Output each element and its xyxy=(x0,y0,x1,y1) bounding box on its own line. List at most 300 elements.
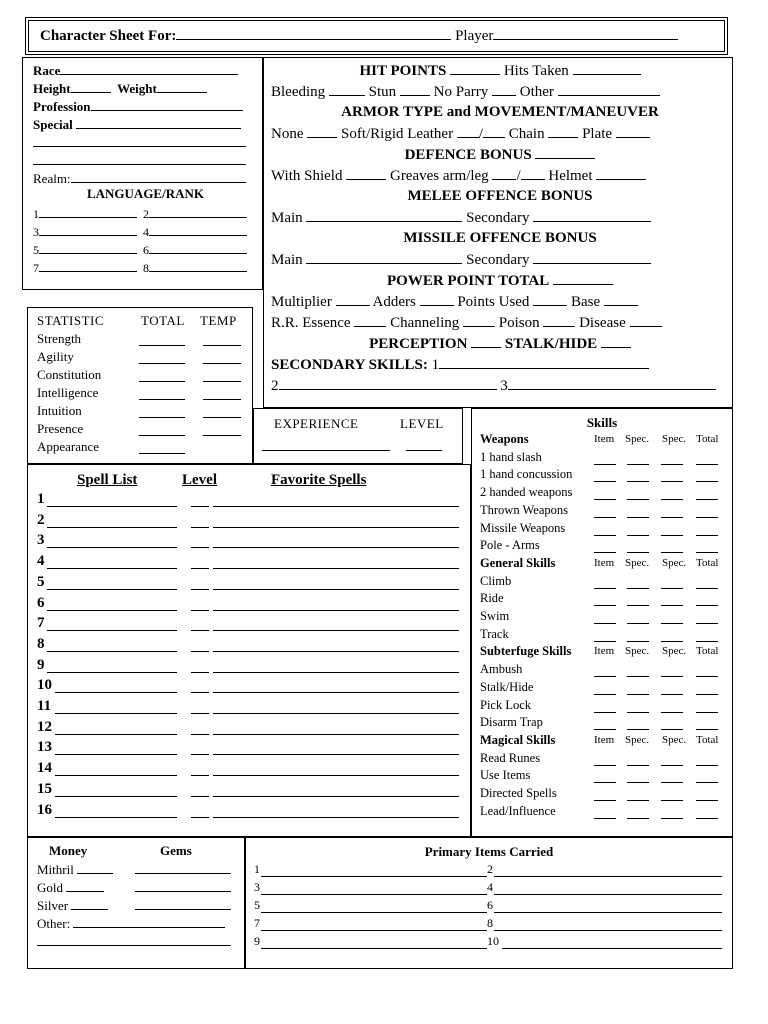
favorite-spell-field[interactable] xyxy=(213,494,459,507)
skill-value-field[interactable] xyxy=(661,541,683,553)
spell-level-field[interactable] xyxy=(191,577,209,590)
greaves-arm-field[interactable] xyxy=(492,167,516,180)
skill-group-title: Weapons xyxy=(480,432,529,446)
skill-value-field[interactable] xyxy=(661,701,683,713)
level-field[interactable] xyxy=(406,438,442,451)
stat-temp-field[interactable] xyxy=(203,369,241,382)
spell-number: 6 xyxy=(37,594,45,611)
gold-field[interactable] xyxy=(66,879,104,892)
skill-value-field[interactable] xyxy=(594,701,616,713)
spell-list-field[interactable] xyxy=(47,618,177,631)
skill-value-field[interactable] xyxy=(594,807,616,819)
item-field[interactable] xyxy=(502,936,722,949)
stat-total-field[interactable] xyxy=(139,369,185,382)
mithril-field[interactable] xyxy=(77,861,113,874)
player-label: Player xyxy=(455,28,494,44)
power-title: POWER POINT TOTAL xyxy=(386,273,550,289)
skill-name: Climb xyxy=(480,573,512,588)
skill-column-header: Total xyxy=(696,556,719,569)
no-parry-label: No Parry xyxy=(433,84,489,100)
favorite-spell-field[interactable] xyxy=(213,639,459,652)
spell-number: 3 xyxy=(37,532,45,549)
other-money-field[interactable] xyxy=(73,915,225,928)
skill-name: Ambush xyxy=(480,662,523,677)
lang-num: 6 xyxy=(143,243,149,257)
soft-field[interactable] xyxy=(457,125,479,138)
skill-column-header: Spec. xyxy=(662,733,687,746)
spell-list-field[interactable] xyxy=(55,722,177,735)
channeling-field[interactable] xyxy=(463,314,495,327)
spell-number: 7 xyxy=(37,615,45,632)
skill-column-header: Spec. xyxy=(625,733,650,746)
stat-temp-field[interactable] xyxy=(203,405,241,418)
skill-value-field[interactable] xyxy=(594,577,616,589)
player-name-field[interactable] xyxy=(493,27,678,40)
spell-level-field[interactable] xyxy=(191,515,209,528)
spell-level-field[interactable] xyxy=(191,763,209,776)
hit-points-field[interactable] xyxy=(450,62,500,75)
skill-value-field[interactable] xyxy=(627,701,649,713)
skill-value-field[interactable] xyxy=(594,453,616,465)
points-used-label: Points Used xyxy=(457,294,530,310)
favorite-spell-field[interactable] xyxy=(213,722,459,735)
special-field[interactable] xyxy=(76,116,241,129)
skill-name: Disarm Trap xyxy=(480,715,543,730)
item-number: 9 xyxy=(254,934,260,948)
stat-name: Presence xyxy=(37,421,84,436)
special-field-2[interactable] xyxy=(33,134,246,147)
helmet-field[interactable] xyxy=(596,167,646,180)
spell-level-field[interactable] xyxy=(191,556,209,569)
item-field[interactable] xyxy=(261,864,487,877)
stat-temp-field[interactable] xyxy=(203,423,241,436)
favorite-spell-field[interactable] xyxy=(213,556,459,569)
realm-field[interactable] xyxy=(71,170,246,183)
spell-level-field[interactable] xyxy=(191,805,209,818)
melee-main-field[interactable] xyxy=(306,209,462,222)
skill-value-field[interactable] xyxy=(627,524,649,536)
total-header: TOTAL xyxy=(141,313,185,328)
skill-value-field[interactable] xyxy=(627,541,649,553)
skill-value-field[interactable] xyxy=(661,612,683,624)
spell-list xyxy=(37,491,467,827)
character-label: Character Sheet For: xyxy=(40,28,177,44)
defence-title: DEFENCE BONUS xyxy=(404,147,532,163)
special-label: Special xyxy=(33,117,73,132)
spell-list-field[interactable] xyxy=(47,515,177,528)
language-field[interactable] xyxy=(149,259,247,272)
spell-level-field[interactable] xyxy=(191,535,209,548)
skill-value-field[interactable] xyxy=(696,683,718,695)
spell-level-field[interactable] xyxy=(191,784,209,797)
stun-field[interactable] xyxy=(400,83,430,96)
secondary-skill-field-1[interactable] xyxy=(439,356,649,369)
spell-number: 11 xyxy=(37,698,52,714)
skill-value-field[interactable] xyxy=(661,524,683,536)
item-field[interactable] xyxy=(261,918,487,931)
plate-field[interactable] xyxy=(616,125,650,138)
skill-name: Read Runes xyxy=(480,750,541,765)
skill-value-field[interactable] xyxy=(661,577,683,589)
item-field[interactable] xyxy=(494,864,722,877)
spell-list-field[interactable] xyxy=(55,742,177,755)
skill-value-field[interactable] xyxy=(627,771,649,783)
skills-title: Skills xyxy=(586,415,618,430)
skill-value-field[interactable] xyxy=(627,470,649,482)
special-field-3[interactable] xyxy=(33,152,246,165)
skill-value-field[interactable] xyxy=(594,771,616,783)
skill-value-field[interactable] xyxy=(661,630,683,642)
power-field[interactable] xyxy=(553,272,613,285)
spell-list-field[interactable] xyxy=(47,598,177,611)
spell-list-field[interactable] xyxy=(47,494,177,507)
skill-value-field[interactable] xyxy=(594,789,616,801)
stat-temp-field[interactable] xyxy=(203,333,241,346)
skill-value-field[interactable] xyxy=(696,541,718,553)
skill-value-field[interactable] xyxy=(661,789,683,801)
melee-title: MELEE OFFENCE BONUS xyxy=(407,188,593,204)
skill-value-field[interactable] xyxy=(627,594,649,606)
skill-value-field[interactable] xyxy=(696,665,718,677)
stat-name: Appearance xyxy=(37,439,100,454)
language-field[interactable] xyxy=(149,205,247,218)
stat-total-field[interactable] xyxy=(139,351,185,364)
favorite-spell-field[interactable] xyxy=(213,763,459,776)
skill-name: Track xyxy=(480,626,509,641)
spell-number: 2 xyxy=(37,511,45,528)
greaves-label: Greaves arm/leg xyxy=(389,168,489,184)
skill-value-field[interactable] xyxy=(696,701,718,713)
spell-level-field[interactable] xyxy=(191,680,209,693)
stat-total-field[interactable] xyxy=(139,441,185,454)
none-label: None xyxy=(271,126,304,142)
base-field[interactable] xyxy=(604,293,638,306)
item-number: 4 xyxy=(487,880,493,894)
chain-label: Chain xyxy=(508,126,545,142)
missile-title: MISSILE OFFENCE BONUS xyxy=(403,230,597,246)
item-field[interactable] xyxy=(261,936,487,949)
spell-list-field[interactable] xyxy=(55,763,177,776)
spell-list-header: Spell List xyxy=(77,472,138,488)
missile-main-field[interactable] xyxy=(306,251,462,264)
lang-num: 8 xyxy=(143,261,149,275)
shield-field[interactable] xyxy=(346,167,386,180)
character-name-field[interactable] xyxy=(176,27,451,40)
spell-level-field[interactable] xyxy=(191,639,209,652)
profession-label: Profession xyxy=(33,99,91,114)
greaves-leg-field[interactable] xyxy=(521,167,545,180)
secondary-label: Secondary xyxy=(466,210,530,226)
skill-name: 1 hand slash xyxy=(480,449,542,464)
race-field[interactable] xyxy=(60,62,238,75)
item-number: 2 xyxy=(487,862,493,876)
item-field[interactable] xyxy=(261,882,487,895)
temp-header: TEMP xyxy=(200,313,237,328)
multiplier-field[interactable] xyxy=(336,293,370,306)
lang-num: 2 xyxy=(143,207,149,221)
level-label: LEVEL xyxy=(400,416,444,431)
skill-column-header: Item xyxy=(594,645,615,658)
skill-column-header: Spec. xyxy=(625,645,650,658)
skill-column-header: Item xyxy=(594,733,615,746)
item-field[interactable] xyxy=(261,900,487,913)
spell-list-field[interactable] xyxy=(47,535,177,548)
skill-value-field[interactable] xyxy=(661,683,683,695)
rr-essence-label: R.R. Essence xyxy=(271,315,351,331)
spell-level-field[interactable] xyxy=(191,494,209,507)
spell-list-field[interactable] xyxy=(55,805,177,818)
perception-field[interactable] xyxy=(471,335,501,348)
height-label: Height xyxy=(33,81,71,96)
skill-value-field[interactable] xyxy=(594,506,616,518)
item-field[interactable] xyxy=(494,900,722,913)
weight-field[interactable] xyxy=(157,80,207,93)
secondary-skills-label: SECONDARY SKILLS: xyxy=(271,357,428,373)
gem-field[interactable] xyxy=(135,897,231,910)
skill-value-field[interactable] xyxy=(696,488,718,500)
hit-points-label: HIT POINTS xyxy=(359,63,447,79)
money-fields xyxy=(37,843,242,963)
skill-value-field[interactable] xyxy=(627,718,649,730)
experience-field[interactable] xyxy=(262,438,390,451)
item-field[interactable] xyxy=(494,882,722,895)
multiplier-label: Multiplier xyxy=(271,294,332,310)
none-field[interactable] xyxy=(307,125,337,138)
spell-list-field[interactable] xyxy=(47,639,177,652)
skill-value-field[interactable] xyxy=(627,683,649,695)
skill-value-field[interactable] xyxy=(594,718,616,730)
skill-value-field[interactable] xyxy=(594,524,616,536)
items-list xyxy=(254,862,726,962)
skill-value-field[interactable] xyxy=(627,577,649,589)
secondary-skill-field-3[interactable] xyxy=(508,377,716,390)
items-title: Primary Items Carried xyxy=(424,844,554,859)
skill-column-header: Total xyxy=(696,645,719,658)
skill-value-field[interactable] xyxy=(661,594,683,606)
skill-value-field[interactable] xyxy=(661,754,683,766)
spell-level-field[interactable] xyxy=(191,742,209,755)
item-field[interactable] xyxy=(494,918,722,931)
defence-field[interactable] xyxy=(535,146,595,159)
spell-level-field[interactable] xyxy=(191,660,209,673)
skill-value-field[interactable] xyxy=(627,665,649,677)
spell-level-field[interactable] xyxy=(191,701,209,714)
skill-value-field[interactable] xyxy=(627,807,649,819)
poison-field[interactable] xyxy=(543,314,575,327)
essence-field[interactable] xyxy=(354,314,386,327)
skill-value-field[interactable] xyxy=(696,771,718,783)
skill-name: Pole - Arms xyxy=(480,538,540,553)
skill-name: Directed Spells xyxy=(480,786,557,800)
chain-field[interactable] xyxy=(548,125,578,138)
language-field[interactable] xyxy=(149,223,247,236)
skill-value-field[interactable] xyxy=(661,807,683,819)
spell-list-field[interactable] xyxy=(55,701,177,714)
skill-value-field[interactable] xyxy=(627,453,649,465)
favorite-spell-field[interactable] xyxy=(213,660,459,673)
spell-number: 13 xyxy=(37,739,52,756)
spell-number: 15 xyxy=(37,780,52,797)
stat-temp-field[interactable] xyxy=(203,351,241,364)
skill-value-field[interactable] xyxy=(661,470,683,482)
stat-total-field[interactable] xyxy=(139,387,185,400)
skill-name: Swim xyxy=(480,609,510,623)
skill-value-field[interactable] xyxy=(594,488,616,500)
skill-value-field[interactable] xyxy=(627,506,649,518)
favorite-spell-field[interactable] xyxy=(213,515,459,528)
skill-value-field[interactable] xyxy=(594,630,616,642)
skill-value-field[interactable] xyxy=(627,612,649,624)
spell-level-field[interactable] xyxy=(191,618,209,631)
secondary-skill-num: 3 xyxy=(500,378,508,394)
spell-list-field[interactable] xyxy=(47,577,177,590)
skill-value-field[interactable] xyxy=(627,754,649,766)
skill-value-field[interactable] xyxy=(627,488,649,500)
other-money-field-2[interactable] xyxy=(37,933,231,946)
race-label: Race xyxy=(33,63,61,78)
secondary-skill-field-2[interactable] xyxy=(279,377,497,390)
skill-value-field[interactable] xyxy=(594,594,616,606)
height-field[interactable] xyxy=(71,80,111,93)
spell-list-field[interactable] xyxy=(47,660,177,673)
skill-value-field[interactable] xyxy=(696,718,718,730)
adders-field[interactable] xyxy=(420,293,454,306)
stat-name: Intuition xyxy=(37,403,82,418)
missile-secondary-field[interactable] xyxy=(533,251,651,264)
skill-value-field[interactable] xyxy=(696,594,718,606)
skill-value-field[interactable] xyxy=(594,683,616,695)
skill-value-field[interactable] xyxy=(696,524,718,536)
stalk-hide-field[interactable] xyxy=(601,335,631,348)
skill-value-field[interactable] xyxy=(594,665,616,677)
language-field[interactable] xyxy=(39,241,137,254)
favorite-spell-field[interactable] xyxy=(213,577,459,590)
stalk-hide-label: STALK/HIDE xyxy=(504,336,598,352)
item-number: 3 xyxy=(254,880,260,894)
language-field[interactable] xyxy=(39,205,137,218)
skill-value-field[interactable] xyxy=(696,577,718,589)
spell-level-field[interactable] xyxy=(191,598,209,611)
favorite-spell-field[interactable] xyxy=(213,742,459,755)
stat-name: Agility xyxy=(37,349,74,364)
stat-name: Intelligence xyxy=(37,385,99,400)
profession-field[interactable] xyxy=(91,98,243,111)
skill-value-field[interactable] xyxy=(696,789,718,801)
skill-value-field[interactable] xyxy=(696,807,718,819)
skill-value-field[interactable] xyxy=(696,612,718,624)
skill-name: Ride xyxy=(480,591,504,606)
favorite-spell-field[interactable] xyxy=(213,618,459,631)
secondary-skill-num: 1 xyxy=(431,357,440,373)
stat-total-field[interactable] xyxy=(139,333,185,346)
skill-column-header: Item xyxy=(594,433,615,445)
favorite-spells-header: Favorite Spells xyxy=(271,472,367,488)
hits-taken-label: Hits Taken xyxy=(503,63,569,79)
skill-column-header: Total xyxy=(696,433,719,445)
item-number: 6 xyxy=(487,898,493,912)
skill-value-field[interactable] xyxy=(661,488,683,500)
stat-total-field[interactable] xyxy=(139,405,185,418)
favorite-spell-field[interactable] xyxy=(213,680,459,693)
gem-field[interactable] xyxy=(135,879,231,892)
disease-field[interactable] xyxy=(630,314,662,327)
stat-name: Strength xyxy=(37,331,82,346)
armor-title: ARMOR TYPE and MOVEMENT/MANEUVER xyxy=(341,104,659,120)
silver-label: Silver xyxy=(37,898,69,913)
silver-field[interactable] xyxy=(71,897,108,910)
bleeding-label: Bleeding xyxy=(271,84,326,100)
melee-secondary-field[interactable] xyxy=(533,209,651,222)
skill-value-field[interactable] xyxy=(627,789,649,801)
skill-value-field[interactable] xyxy=(696,506,718,518)
skill-column-header: Spec. xyxy=(662,645,687,658)
skill-value-field[interactable] xyxy=(696,754,718,766)
skill-value-field[interactable] xyxy=(661,453,683,465)
stat-total-field[interactable] xyxy=(139,423,185,436)
favorite-spell-field[interactable] xyxy=(213,535,459,548)
spell-list-field[interactable] xyxy=(55,784,177,797)
skill-column-header: Total xyxy=(696,733,719,746)
stat-temp-field[interactable] xyxy=(203,387,241,400)
skill-value-field[interactable] xyxy=(594,470,616,482)
favorite-spell-field[interactable] xyxy=(213,701,459,714)
skill-value-field[interactable] xyxy=(661,718,683,730)
rigid-field[interactable] xyxy=(483,125,505,138)
hits-taken-field[interactable] xyxy=(573,62,641,75)
language-field[interactable] xyxy=(149,241,247,254)
plate-label: Plate xyxy=(582,126,613,142)
bleeding-field[interactable] xyxy=(329,83,365,96)
favorite-spell-field[interactable] xyxy=(213,805,459,818)
skill-value-field[interactable] xyxy=(661,665,683,677)
skill-value-field[interactable] xyxy=(696,453,718,465)
other-field[interactable] xyxy=(558,83,660,96)
spell-level-field[interactable] xyxy=(191,722,209,735)
no-parry-field[interactable] xyxy=(492,83,516,96)
gem-field[interactable] xyxy=(135,861,231,874)
skill-name: Thrown Weapons xyxy=(480,502,568,517)
skill-value-field[interactable] xyxy=(594,754,616,766)
language-field[interactable] xyxy=(39,223,137,236)
spell-list-field[interactable] xyxy=(47,556,177,569)
skill-value-field[interactable] xyxy=(661,506,683,518)
spell-list-field[interactable] xyxy=(55,680,177,693)
skill-name: 2 handed weapons xyxy=(480,485,573,500)
skill-column-header: Item xyxy=(594,556,615,569)
item-number: 5 xyxy=(254,898,260,912)
skill-value-field[interactable] xyxy=(696,630,718,642)
points-used-field[interactable] xyxy=(533,293,567,306)
gems-header: Gems xyxy=(160,843,192,858)
skill-value-field[interactable] xyxy=(661,771,683,783)
skill-value-field[interactable] xyxy=(594,541,616,553)
skill-column-header: Spec. xyxy=(625,556,650,569)
skill-value-field[interactable] xyxy=(696,470,718,482)
skills-list xyxy=(480,432,730,832)
lang-num: 3 xyxy=(33,225,39,239)
favorite-spell-field[interactable] xyxy=(213,784,459,797)
other-money-label: Other: xyxy=(37,916,71,931)
base-label: Base xyxy=(570,294,601,310)
favorite-spell-field[interactable] xyxy=(213,598,459,611)
stun-label: Stun xyxy=(368,84,397,100)
experience-label: EXPERIENCE xyxy=(274,416,359,431)
language-field[interactable] xyxy=(39,259,137,272)
skill-value-field[interactable] xyxy=(594,612,616,624)
lang-num: 5 xyxy=(33,243,39,257)
slash-sep: / xyxy=(516,168,521,184)
skill-value-field[interactable] xyxy=(627,630,649,642)
